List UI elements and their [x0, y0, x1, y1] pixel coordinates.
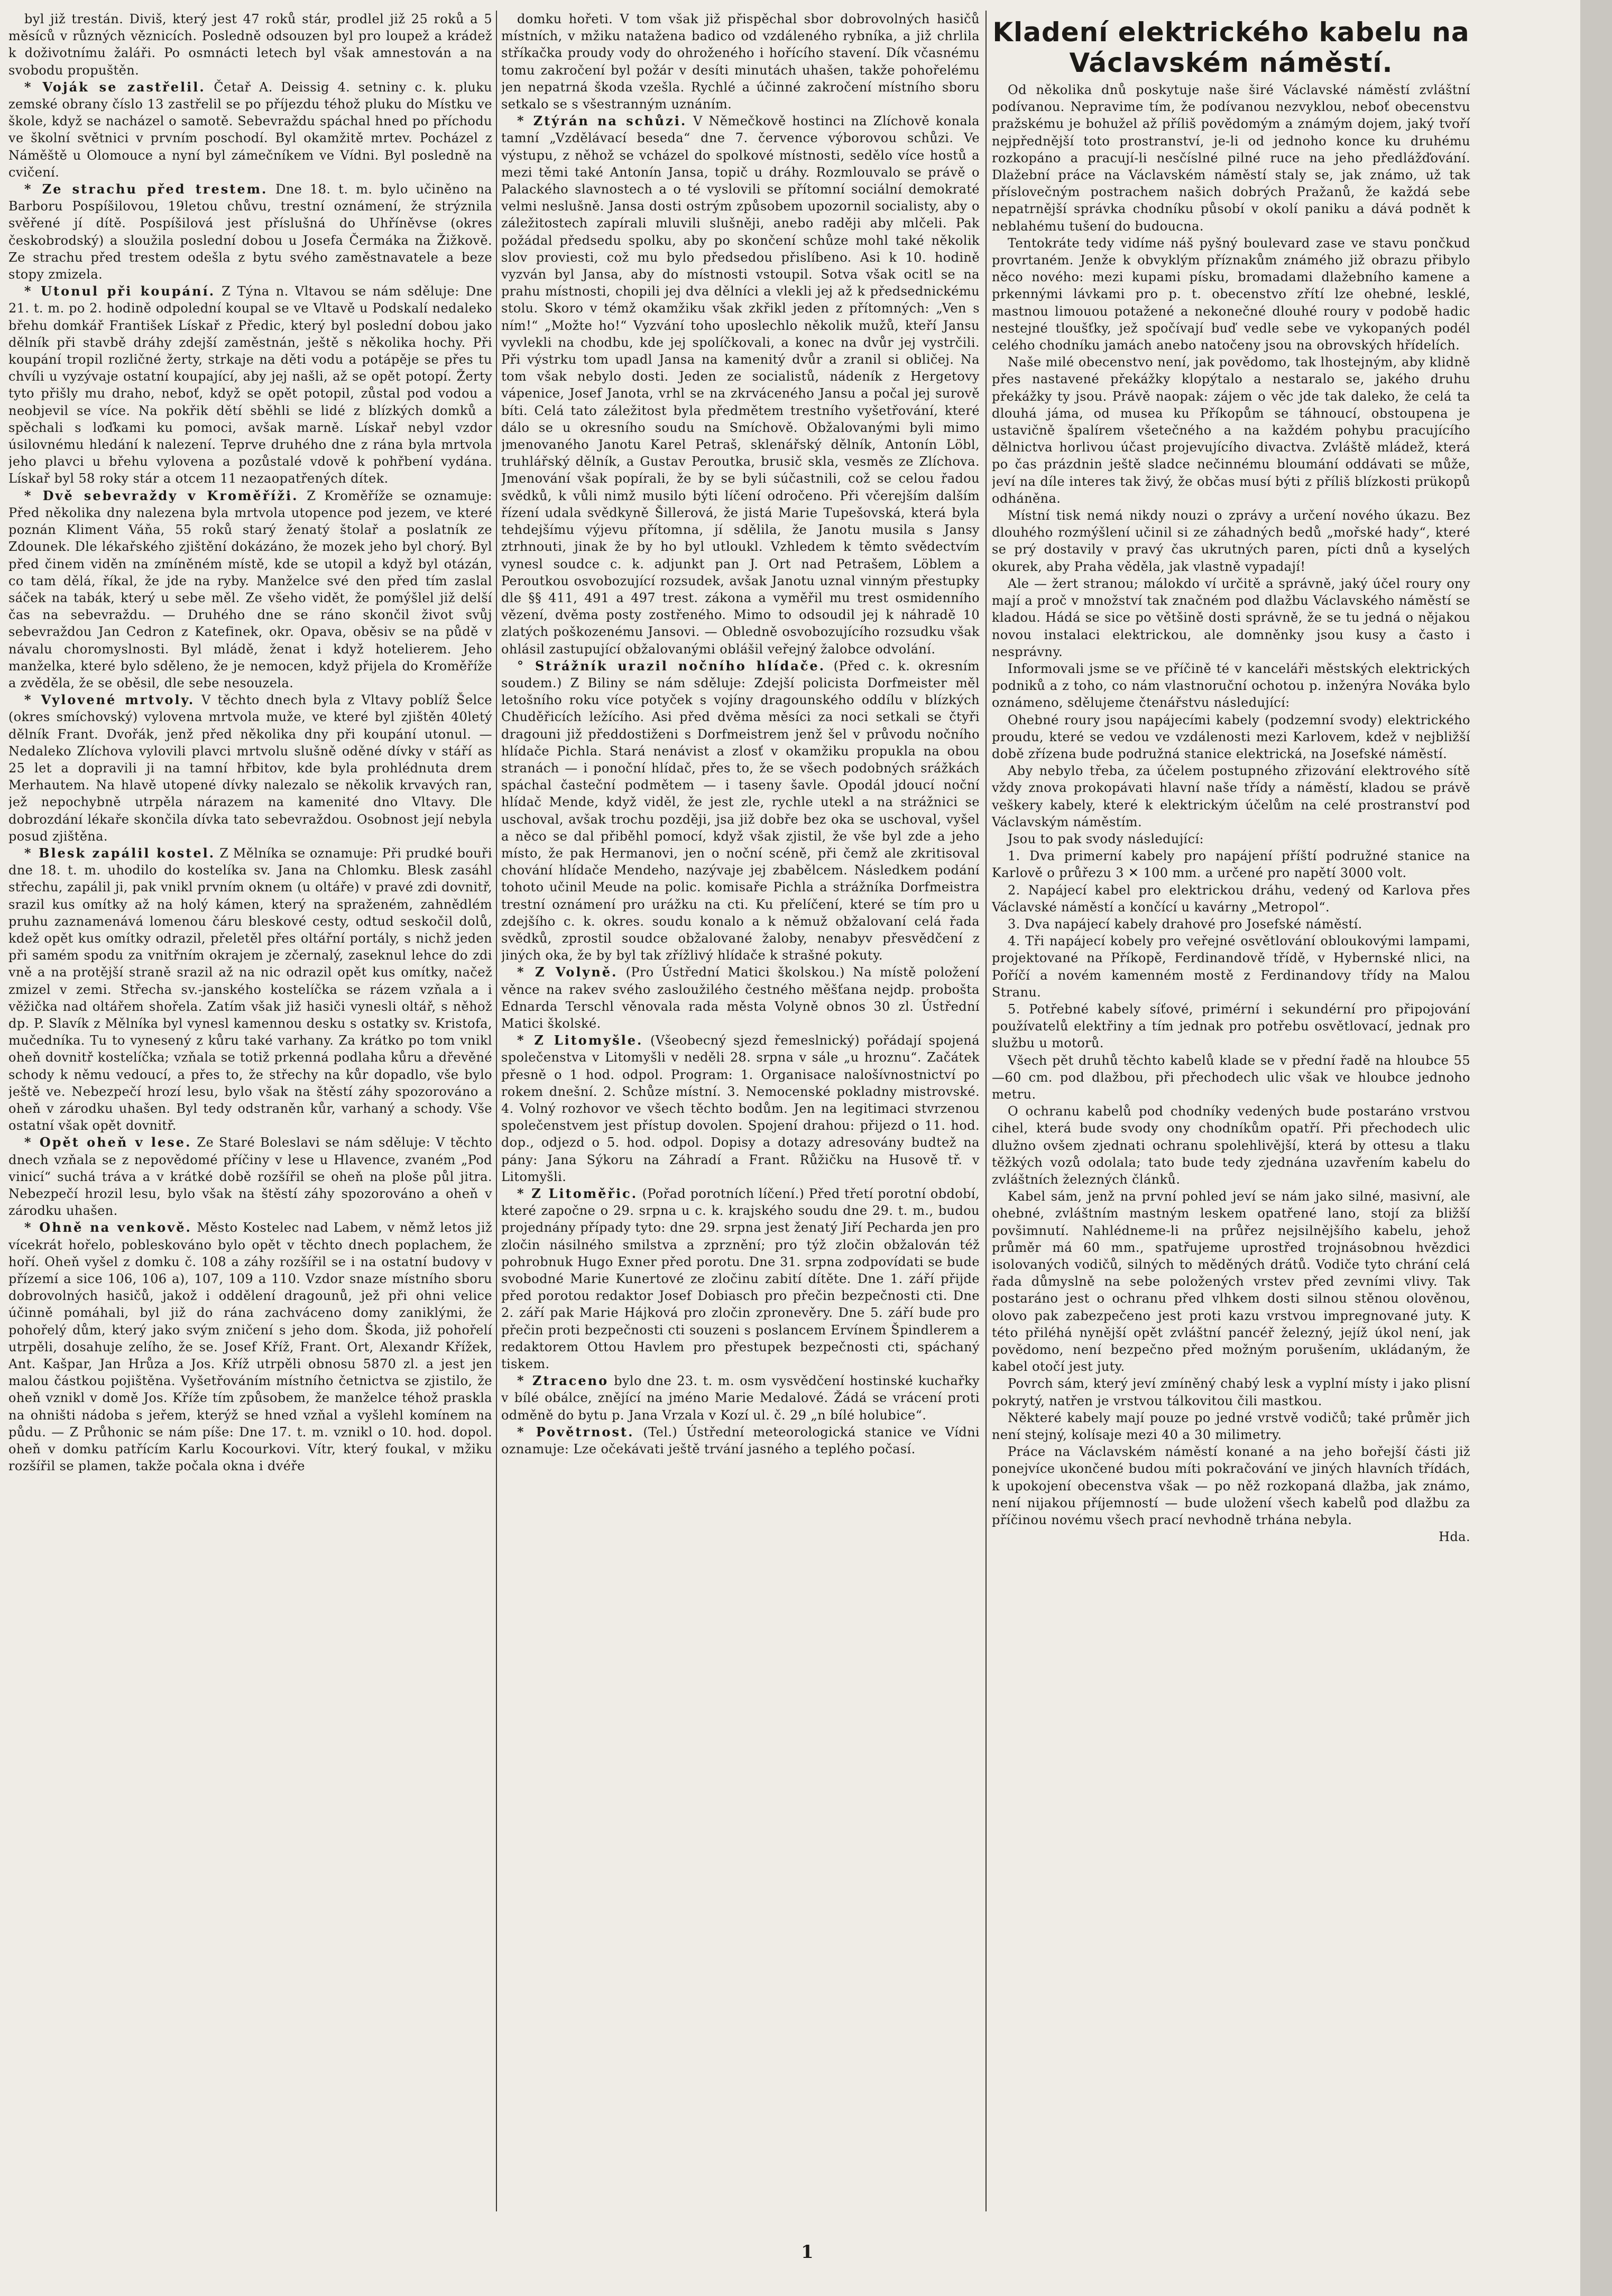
news-item-heading: * Ze strachu před trestem. [24, 181, 268, 197]
news-item-text: Dne 18. t. m. bylo učiněno na Barboru Pospíšilovou, 19letou chůvu, trestní oznámení, že strýznila svěřené jí dítě. Pospíšilová jest příslušná do Uhříněvse (okres českobrodský) a sloužila poslední dobou u Josefa Čermáka na Žižkově. Ze strachu před trestem odešla z bytu svého zaměstnavatele a beze stopy zmizela. [8, 182, 492, 282]
article-paragraph: Tentokráte tedy vidíme náš pyšný boulevard zase ve stavu pončkud provrtaném. Jenže k obvyklým příznakům známého již obrazu přibylo něco nového: mezi kupami písku, bromadami dlažebního kamene a prkennými lávkami pro p. t. obecenstvo zřítí lze ohebné, lesklé, mastnou limouou potažené a nekonečné dlouhé roury v podobě hadic nestejné tloušťky, jež spočívají buď vedle sebe ve vykopaných podél celého chodníku jamách anebo natočeny jsou na obrovských hřídelích. [992, 235, 1470, 353]
article-paragraph: Povrch sám, který jeví zmíněný chabý lesk a vyplní místy i jako plisní pokrytý, natřen je vrstvou tálkovitou čili mastkou. [992, 1376, 1470, 1408]
column-2 [501, 11, 980, 2211]
column-3 [992, 11, 1470, 2211]
news-item-text: V těchto dnech byla z Vltavy poblíž Šelce (okres smíchovský) vylovena mrtvola muže, ve které byl zjištěn 40letý dělník Frant. Dvořák, jenž před několika dny při koupání utonul. — Nedaleko Zlíchova vylovili plavci mrtvolu slušně oděné dívky v stáří as 25 let a dopravili ji na tamní hřbitov, kde byla prohlédnuta drem Merhautem. Na hlavě utopené dívky nalezalo se několik krvavých ran, jež nepochybně utrpěla nárazem na kamenité dno Vltavy. Dle dobrozdání lékaře skončila dívka tato sebevraždou. Osobnost její nebyla posud zjištěna. [8, 693, 492, 844]
news-item-text: Město Kostelec nad Labem, v němž letos již vícekrát hořelo, pobleskováno bylo opět v těchto dnech poplachem, že hoří. Oheň vyšel z domku č. 108 a záhy rozšířil se i na ostatní budovy v přízemí a sice 106, 106 a), 107, 109 a 110. Vzdor snaze místního sboru dobrovolných hasičů, jakož i oddělení dragounů, jež při ohni velice účinně pomáhali, byl již do rána zachváceno domy zaniklými, že pohořelý dům, který jako svým zničení s jeho dom. Škoda, již pohořelí utrpěli, dosahuje zelího, že se. Josef Kříž, Frant. Ort, Alexandr Křížek, Ant. Kašpar, Jan Hrůza a Jos. Kříž utrpěli obnosu 5870 zl. a jest jen malou částkou pojištěna. Vyšetřováním místního četnictva se zjistilo, že oheň vznikl v domě Jos. Kříže tím způsobem, že manželce téhož praskla na ohništi nádoba s jeřem, kterýž se hned vzňal a vyšlehl komínem na půdu. — Z Průhonic se nám píše: Dne 17. t. m. vznikl o 10. hod. dopol. oheň v domku patřícím Karlu Kocourkovi. Vítr, který foukal, v mžiku rozšířil se plamen, takže počala okna i dvéře [8, 1220, 492, 1474]
news-item-heading: * Voják se zastřelil. [24, 79, 206, 95]
news-item-heading: * Dvě sebevraždy v Kroměříži. [24, 487, 299, 503]
news-item [501, 1372, 980, 1424]
article-body [992, 81, 1470, 1528]
article-paragraph: Všech pět druhů těchto kabelů klade se v přední řadě na hloubce 55—60 cm. pod dlažbou, při přechodech ulic však ve hloubce jednoho metru. [992, 1053, 1470, 1102]
news-item-heading: * Vylovené mrtvoly. [24, 692, 195, 708]
news-item-text: V Němečkově hostinci na Zlíchově konala tamní „Vzdělávací beseda“ dne 7. července výborovou schůzi. Ve výstupu, z něhož se vcházel do spolkové místnosti, sedělo více hostů a mezi těmi také Antonín Jansa, topič u dráhy. Rozmlouvalo se právě o Palackého slavnostech a o té vyslovili se přítomní sociální demokraté velmi neslušně. Jansa dosti ostrým způsobem upozornil socialisty, aby o záležitostech zapírali mluvili slušněji, anebo raději aby mlčeli. Pak požádal předsedu spolku, aby po skončení schůze mohl také několik slov proviesti, což mu bylo předsedou přislíbeno. Asi k 10. hodině vyzván byl Jansa, aby do místnosti vstoupil. Sotva však ocitl se na prahu místnosti, chopili jej dva dělníci a vlekli jej až k předsednickému stolu. Skoro v témž okamžiku však zkřikl jeden z přítomných: „Ven s ním!“ „Možte ho!“ Vyzvání toho uposlechlo několik mužů, kteří Jansu vyvlekli na chodbu, kde jej spolíčkovali, a konec na dvůr jej vystrčili. Při výstrku tom upadl Jansa na kamenitý dvůr a zranil si obličej. Na tom však nebylo dosti. Jeden ze socialistů, nádeník z Hergetovy vápenice, Josef Janota, vrhl se na zkrváceného Jansu a počal jej surově bíti. Celá tato záležitost byla předmětem trestního vyšetřování, které dálo se u okresního soudu na Smíchově. Obžalovanými byli mimo jmenovaného Janotu Karel Petrаš, sklenářský dělník, Antonín Löbl, truhlářský dělník, a Gustav Peroutka, brusič skla, vesměs ze Zlíchova. Jmenování však popírali, že by se byli súčastnili, což se celou řadou svědků, k vůli nimž musilo býti líčení odročeno. Při včerejším dalším řízení udala svědkyně Šillerová, že jistá Marie Tupešovská, která byla tehdejšímu výjevu přítomna, jí sdělila, že Janotu musila s Jansy ztrhnouti, jinak že by ho byl utloukl. Vzhledem k těmto svědectvím vynesl soudce c. k. adjunkt pan J. Ort nad Petrašem, Löblem a Peroutkou osvobozující rozsudek, avšak Janotu uznal vinným přestupky dle §§ 411, 491 a 497 trest. zákona a vyměřil mu trest osmidenního vězení, dvěma posty zostřeného. Mimo to odsoudil jej k náhradě 10 zlatých poškozenému Jansovi. — Obledně osvobozujícího rozsudku však ohlásil zastupující obžalovanými oblášil veřejný žalobce odvolání. [501, 114, 980, 657]
article-paragraph: Místní tisk nemá nikdy nouzi o zprávy a určení nového úkazu. Bez dlouhého rozmýšlení učinil si ze záhadných bedů „mořské hady“, které se prý dostavily v pravý čas ukrutných paren, pícti dnů a kyselých okurek, aby Praha věděla, jak vlastně vypadají! [992, 508, 1470, 574]
news-item-heading: * Opět oheň v lese. [24, 1135, 192, 1150]
news-item [501, 11, 980, 113]
article-paragraph: Práce na Václavském náměstí konané a na jeho bořejší části již ponejvíce ukončené budou míti pokračování ve jiných hlavních třídách, k upokojení obecenstva však — po něž rozkopaná dlažba, jak známo, není nijakou příjemností — bude uložení všech kabelů pod dlažbu za příčinou novému všech prací nevhodně trhána nebyla. [992, 1444, 1470, 1528]
news-item [8, 1219, 492, 1474]
news-item-text: domku hořeti. V tom však již přispěchal sbor dobrovolných hasičů místních, v mžiku natažena badico od vzdáleného rybníka, a již chrlila stříkačka proudy vody do ohroženého i hořícího stavení. Dík včasnému tomu zakročení byl požár v desíti minutách uhašen, takže pohořelému jen nepatrná škoda vzešla. Rychlé a účinné zakročení místního sboru setkalo se s všestranným uznáním. [501, 12, 980, 112]
news-item-text: (Před c. k. okresním soudem.) Z Biliny se nám sděluje: Zdejší policista Dorfmeister měl letošního roku více potyček s vojíny dragounského oddílu v blízkých Chuděřicích ležícího. Asi před dvěma měsíci za noci setkali se čtyři dragouni již předdostiženi s Dorfmeistrem jenž šel v průvodu nočního hlídače Pichla. Stará nenávist a zlosť v okamžiku propukla na obou stranách — i ponoční hlídač, přes to, že se všech podobných srážkách spáchal časteční podmětem — i taseny šavle. Opodál jdoucí noční hlídač Mende, když viděl, že jest zle, rychle utekl a na strážnici se uschoval, avšak trochu později, jsa již dobře bez oka se uschoval, vyšel a něco se dal přiběhl pomocí, když však zjistil, že vše byl zde a jeho místo, že pak Hermanovi, jen o noční scéně, při čemž ale zkritisoval chování hlídače Mendeho, nazývaje jej zbabělcem. Následkem podání tohoto učinil Meude na polic. komisaře Pichla a strážníka Dorfmeistra trestní oznámení pro urážku na cti. Ku přelíčení, které se tím pro u zdejšího c. k. okres. soudu konalo a k němuž obžalovaní celá řada svědků, zprostil soudce obžalované žaloby, nenabyv přesvědčení z jiných oka, že by byl tak zřížlivý hlídače k strašné pokuty. [501, 658, 980, 963]
news-item-heading: ° Strážník urazil nočního hlídače. [517, 658, 826, 674]
page-number: 1 [801, 2242, 814, 2263]
news-item-heading: * Ztýrán na schůzi. [517, 113, 687, 129]
article-paragraph: 3. Dva napájecí kabely drahové pro Josefské náměstí. [1008, 916, 1362, 932]
news-item-text: Z Mělníka se oznamuje: Při prudké bouři dne 18. t. m. uhodilo do kostelíka sv. Jana na Chlomku. Blesk zasáhl střechu, zapálil ji, pak vnikl prvním oknem (u oltáře) v pravé zdi dovnitř, srazil kus omítky až na holý kámen, který na spraženém, zahnědlém pruhu zaznamenává lomenou čáru bleskové cesty, odtud seskočil dolů, kdež opět kus omítky odrazil, přeletěl přes oltářní portály, s nichž jeden při samém spodu za vnitřním okrajem je zčernalý, zaseknul lehce do zdi vně a na protější straně srazil až na nic odrazil opět kus omítky, načež zmizel v zemi. Střecha sv.-janského kostelíčka se rázem vzňala a i věžička nad oltářem shořela. Zatím však již hasiči vynesli oltář, s něhož dp. P. Slavík z Mělníka byl vynesl kamennou desku s ostatky sv. Kristofa, mučedníka. Tu to vynesený z kůru také varhany. Za krátko po tom vnikl oheň dovnitř kostelíčka; vzňala se totiž prkenná podlaha kůru a dřevěné schody k němu vedoucí, a přes to, že střechy na kůr dopadlo, vše bylo ještě ve. Nebezpečí hrozí lesu, bylo však na štěstí záhy spozorováno a oheň v zárodku uhašen. Byl tedy odstraněn kůr, varhaný a schody. Vše ostatní však opět dovnitř. [8, 845, 492, 1133]
column-rule-1 [496, 11, 497, 2211]
news-item-heading: * Z Litoměřic. [517, 1186, 638, 1202]
news-item [8, 11, 492, 79]
news-item-heading: * Blesk zapálil kostel. [24, 845, 216, 861]
article-title: Kladení elektrického kabelu na Václavském náměstí. [992, 17, 1470, 78]
article-paragraph: Aby nebylo třeba, za účelem postupného zřizování elektrového sítě vždy znova prokopávati hlavní naše třídy a náměstí, kladou se právě veškery kabely, které k elektrickým účelům na celé prostranství pod Václavským náměstím. [992, 763, 1470, 829]
article-paragraph: Kabel sám, jenž na první pohled jeví se nám jako silné, masivní, ale ohebné, zvláštním mastným leskem opatřené lano, stojí za bližší povšimnutí. Nahlédneme-li na průřez nejsilnějšího kabelu, jehož průměr má 60 mm., spatřujeme uprostřed trojnásobnou hvězdici isolovaných vodičů, silných to měděných drátů. Vodiče tyto chrání celá řada důmyslně na sebe položených vrstev před zevními vlivy. Tak postaráno jest o ochranu před vlhkem dosti silnou stěnou olověnou, olovo pak zabezpečeno jest proti kazu vrstvou impregnované juty. K této přiléhá nynější opět zvláštní pancéř železný, jejíž úkol není, jak povědomo, není bezpečno před možným porušením, ukládaným, že kabel otočí jest juty. [992, 1189, 1470, 1375]
article-paragraph: Některé kabely mají pouze po jedné vrstvě vodičů; také průměr jich není stejný, kolísaje mezi 40 a 30 milimetry. [992, 1410, 1470, 1443]
news-item-text: Z Týna n. Vltavou se nám sděluje: Dne 21. t. m. po 2. hodině odpolední koupal se ve Vltavě u Podskalí nedaleko břehu domkář František Lískař z Předic, který byl poslední dobou jako dělník při stavbě dráhy zdejší zaměstnán, ještě s několika hochy. Při koupání tropil rozličné žerty, strkaje na děti vodu a potápěje se přes tu chvíli u vyzývaje ostatní koupající, aby jej našli, až se opět potopí. Žerty tyto přišly mu draho, neboť, když se opět potopil, zůstal pod vodou a neobjevil se více. Na pokřik dětí sběhli se lidé z blízkých domků a spěchali s loďkami ku pomoci, avšak marně. Lískař nebyl vzdor úsilovnému hledání k nalezení. Teprve druhého dne z rána byla mrtvola jeho plavci u břehu vylovena a pozůstalé vdově k pohřbení vydána. Lískař byl 58 roky stár a otcem 11 nezaopatřených dítek. [8, 284, 492, 486]
column-rule-2 [985, 11, 987, 2211]
news-item-heading: * Ztraceno [517, 1373, 609, 1389]
news-item [501, 964, 980, 1032]
news-item-text: Četař A. Deissig 4. setniny c. k. pluku zemské obrany číslo 13 zastřelil se po příjezdu téhož pluku do Místku ve škole, když se nacházel o samotě. Sebevraždu spáchal hned po příchodu ve školní světnici v prvním poschodí. Byl okamžitě mrtev. Pocházel z Náměště u Olomouce a nyní byl zámečníkem ve Vídni. Byl posledně na cvičení. [8, 79, 492, 180]
news-item-text: Ze Staré Boleslavi se nám sděluje: V těchto dnech vzňala se z nepovědomé příčiny v lese u Hlavence, zvaném „Pod vinicí“ suchá tráva a v krátké době rozšířil se oheň na ploše půl jitra. Nebezpečí hrozil lesu, bylo však na štěstí záhy spozorováno a oheň v zárodku uhašen. [8, 1135, 492, 1219]
news-item [8, 1134, 492, 1219]
news-item-heading: * Ohně na venkově. [24, 1220, 192, 1235]
news-item [8, 845, 492, 1134]
news-item [501, 658, 980, 964]
news-item-text: (Tel.) Ústřední meteorologická stanice ve Vídni oznamuje: Lze očekávati ještě trvání jasného a teplého počasí. [501, 1424, 980, 1457]
news-item [8, 79, 492, 181]
article-paragraph: Jsou to pak svody následující: [1008, 831, 1204, 846]
article-paragraph: Naše milé obecenstvo není, jak povědomo, tak lhostejným, aby klidně přes nastavené překážky klopýtalo a nestaralo se, jakého druhu překážky ty jsou. Právě naopak: zájem o věc jde tak daleko, že celá ta dlouhá jáma, od musea ku Příkopům se táhnoucí, obstoupena je ustavičně špalírem všetečného a na každém pohybu pracujícího dělnictva horlivou účast projevujícího divactva. Zvláště mládež, která po čas prázdnin ještě sladce nečinnému bloumání oddávati se může, jeví na díle interes tak živý, že občas musí býti z příliš blízkosti prükopů odháněna. [992, 355, 1470, 506]
news-item [501, 1032, 980, 1185]
article-paragraph: O ochranu kabelů pod chodníky vedených bude postaráno vrstvou cihel, která bude svody ony chodníkům opatří. Při přechodech ulic dlužno ovšem zjednati ochranu spolehlivější, která by ottesu a tlaku těžkých vozů odolala; tato bude tedy zjednána uzavřením kabelu do zvláštních železných článků. [992, 1104, 1470, 1187]
article-paragraph: Ale — žert stranou; málokdo ví určitě a správně, jaký účel roury ony mají a proč v množství tak značném pod dlažbu Václavského náměstí se kladou. Hádá se sice po většině dosti správně, že se tu jedná o nějakou novou instalaci elektrickou, ale domněnky jsou kusy a často i nesprávny. [992, 576, 1470, 659]
news-item-heading: * Utonul při koupání. [24, 283, 216, 299]
news-item-text: bylo dne 23. t. m. osm vysvědčení hostinské kuchařky v bílé obálce, znějící na jméno Marie Medalové. Žádá se vrácení proti odměně do bytu p. Jana Vrzala v Kozí ul. č. 29 „n bílé holubice“. [501, 1373, 980, 1423]
article-paragraph: Informovali jsme se ve příčině té v kanceláři městských elektrických podniků a z toho, co nám vlastnoruční ochotou p. inženýra Nováka bylo oznámeno, sdělujeme čtenářstvu následující: [992, 661, 1470, 711]
news-item [8, 181, 492, 283]
news-item-text: Z Kroměříže se oznamuje: Před několika dny nalezena byla mrtvola utopence pod jezem, ve které poznán Kliment Váňa, 55 roků starý ženatý štolař a poslatník ze Zdounek. Dle lékařského zjištění dokázáno, že mozek jeho byl chorý. Byl před činem viděn na zmíněném místě, kde se utopil a když byl otázán, co tam dělá, říkal, že jde na ryby. Manželce své den před tím zaslal sáček na tabák, který u sebe měl. Ze všeho vidět, že pomýšlel již delší čas na sebevraždu. — Druhého dne se ráno skončil život svůj sebevraždou Jan Cedron z Katefinek, okr. Opava, oběsiv se na půdě v návalu choromyslnosti. Byl mládě, ženat i když hotelierem. Jeho manželka, které bylo sděleno, že je nemocen, když přijela do Kroměříže a zvěděla, že se oběsil, dle sebe nesouzela. [8, 488, 492, 690]
article-paragraph: 1. Dva primerní kabely pro napájení příští podružné stanice na Karlově o průřezu 3 ✕ 100 mm. a určené pro napětí 3000 volt. [992, 849, 1470, 881]
article-paragraph: 2. Napájecí kabel pro elektrickou dráhu, vedený od Karlova přes Václavské náměstí a končící u kavárny „Metropol“. [992, 882, 1470, 915]
news-item [501, 113, 980, 658]
news-item-heading: * Z Litomyšle. [517, 1032, 643, 1048]
news-item-heading: * Z Volyně. [517, 964, 618, 980]
article-paragraph: 4. Tři napájecí kobely pro veřejné osvětlování obloukovými lampami, projektované na Příkopě, Ferdinandově třídě, v Hybernské nlici, na Poříčí a novém kamenném mostě z Ferdinandovy třídy na Malou Stranu. [992, 934, 1470, 1000]
news-item [8, 691, 492, 845]
news-item [501, 1424, 980, 1458]
article-signature: Hda. [1439, 1529, 1470, 1545]
news-item-text: (Všeobecný sjezd řemeslnický) pořádají spojená společenstva v Litomyšli v neděli 28. srpna v sále „u hroznu“. Začátek přesně o 1 hod. odpol. Program: 1. Organisace nalošívnostnictví po rokem dnešní. 2. Schůze místní. 3. Nemocenské pokladny mistrovské. 4. Volný rozhovor ve všech těchto bodům. Jen na legitimaci stvrzenou společenstvem jest přístup dovolen. Spojení drahou: přijezd o 11. hod. dop., odjezd o 5. hod. odpol. Dopisy a dotazy adresovány budtež na pány: Jana Sýkoru na Záhradí a Frant. Růžičku na Husově tř. v Litomyšli. [501, 1033, 980, 1184]
article-paragraph: 5. Potřebné kabely síťové, primérní i sekundérní pro připojování používatelů elektřiny a tím jednak pro potřebu osvětlovací, jednak pro službu u motorů. [992, 1001, 1470, 1051]
news-item-heading: * Povětrnost. [517, 1424, 634, 1440]
news-item [8, 283, 492, 487]
article-paragraph: Ohebné roury jsou napájecími kabely (podzemní svody) elektrického proudu, které se vedou ve vzdálenosti mezi Karlovem, kdež v nejbližší době zřízena bude podružná stanice elektrická, na Josefské náměstí. [992, 712, 1470, 761]
news-item [501, 1185, 980, 1372]
column-1 [8, 11, 492, 2211]
article-paragraph: Od několika dnů poskytuje naše širé Václavské náměstí zvláštní podívanou. Nepravime tím, že podívanou nezvyklou, neboť obecenstvu pražskému je bohužel až příliš povědomým a známým dojem, jaký tvoří nejpřednější toto prostranství, je-li od jednoho konce ku druhému rozkopáno a pracují-li nesčíslné pilné ruce na jeho předlážďování. Dlažební práce na Václavském náměstí staly se, jak známo, už tak příslovečným postrachem našich dobrých Pražanů, že každá sebe nepatrnější správka chodníku působí v okolí paniku a dává podnět k neblahému tušení do budoucna. [992, 82, 1470, 234]
page-binding-edge [1580, 0, 1612, 2296]
news-item-text: (Pro Ústřední Matici školskou.) Na místě položení věnce na rakev svého zasloužilého čestného měšťana nejdp. probošta Ednarda Terschl věnovala rada města Volyně obnos 30 zl. Ústřední Matici školské. [501, 965, 980, 1031]
news-item-text: (Pořad porotních líčení.) Před třetí porotní období, které započne o 29. srpna u c. k. krajského soudu dne 29. t. m., budou projednány případy tyto: dne 29. srpna jest ženatý Jiří Pecharda jen pro zločin násilného smilstva a zprznění; pro týž zločin obžalován též pohrobnuk Hugo Exner před porotu. Dne 31. srpna zodpovídati se bude svobodné Marie Kunertové ze zločinu zabití dítěte. Dne 1. září přijde před porotou redaktor Josef Dobiasch pro přečin bezpečnosti cti. Dne 2. září pak Marie Hájková pro zločin zpronevěry. Dne 5. září bude pro přečin proti bezpečnosti cti souzeni s poslancem Ervínem Špindlerem a redaktorem Ottou Havlem pro přestupek bezpečnosti cti, spáchaný tiskem. [501, 1186, 980, 1372]
news-item [8, 487, 492, 691]
news-item-text: byl již trestán. Diviš, který jest 47 roků stár, prodlel již 25 roků a 5 měsíců v různých věznicích. Posledně odsouzen byl pro loupež a krádež k doživotnímu žaláři. Po osmnácti letech byl však amnestován a na svobodu propuštěn. [8, 12, 492, 78]
